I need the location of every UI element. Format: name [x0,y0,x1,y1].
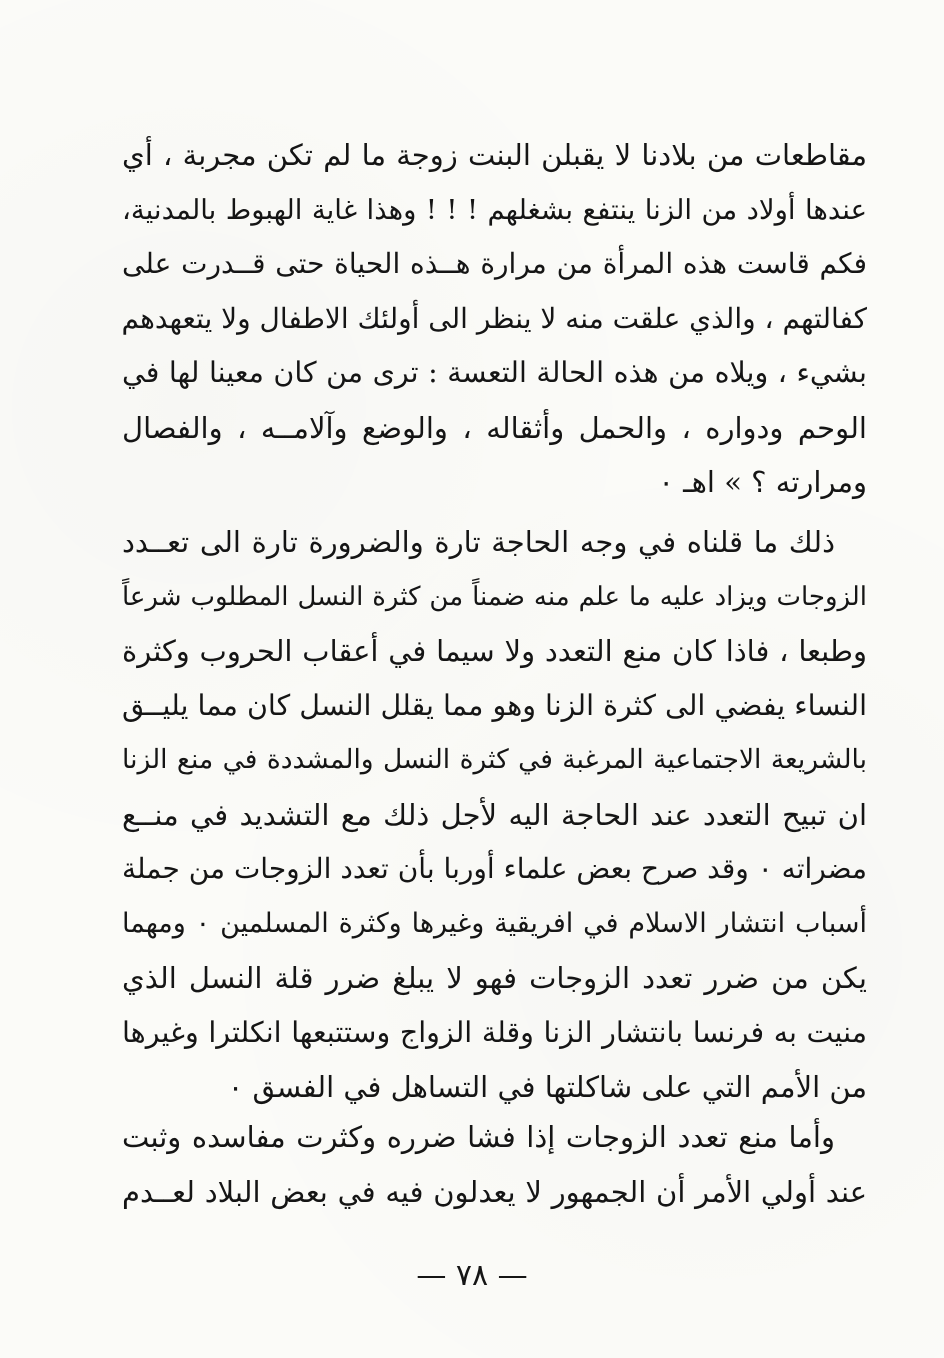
text-line: مضراته ٠ وقد صرح بعض علماء أوربا بأن تعدد الزوجات من جملة [122,852,867,885]
text-line: ان تبيح التعدد عند الحاجة اليه لأجل ذلك مع التشديد في منــع [122,797,867,832]
text-line: النساء يفضي الى كثرة الزنا وهو مما يقلل النسل كان مما يليــق [122,688,867,722]
paragraph-3 [122,1110,867,1219]
paragraph-2 [122,515,867,1115]
text-line: وطبعا ، فاذا كان منع التعدد ولا سيما في أعقاب الحروب وكثرة [122,634,867,668]
text-line: عندها أولاد من الزنا ينتفع بشغلهم ! ! ! وهذا غاية الهبوط بالمدنية، [122,193,867,226]
text-line: ذلك ما قلناه في وجه الحاجة تارة والضرورة تارة الى تعــدد [122,525,835,559]
text-line: عند أولي الأمر أن الجمهور لا يعدلون فيه في بعض البلاد لعــدم [122,1174,867,1209]
text-line: بالشريعة الاجتماعية المرغبة في كثرة النسل والمشددة في منع الزنا [122,744,867,775]
text-line: فكم قاست هذه المرأة من مرارة هــذه الحياة حتى قــدرت على [122,247,867,280]
text-line: كفالتهم ، والذي علقت منه لا ينظر الى أولئك الاطفال ولا يتعهدهم [122,301,867,335]
text-line: مقاطعات من بلادنا لا يقبلن البنت زوجة ما لم تكن مجربة ، أي [122,138,867,172]
text-line: من الأمم التي على شاكلتها في التساهل في الفسق ٠ [227,1070,867,1104]
text-line: أسباب انتشار الاسلام في افريقية وغيرها وكثرة المسلمين ٠ ومهما [122,907,867,939]
text-line: منيت به فرنسا بانتشار الزنا وقلة الزواج وستتبعها انكلترا وغيرها [122,1015,867,1049]
text-line: ومرارته ؟ » اهـ ٠ [658,465,867,499]
text-line: بشيء ، ويلاه من هذه الحالة التعسة : ترى من كان معينا لها في [122,356,867,389]
text-line: الوحم ودواره ، والحمل وأثقاله ، والوضع وآلامــه ، والفصال [122,410,867,445]
text-line: وأما منع تعدد الزوجات إذا فشا ضرره وكثرت مفاسده وثبت [122,1120,835,1154]
text-line: الزوجات ويزاد عليه ما علم منه ضمناً من كثرة النسل المطلوب شرعاً [122,581,867,612]
page-number: — ٧٨ — [416,1258,528,1293]
text-line: يكن من ضرر تعدد الزوجات فهو لا يبلغ ضرر قلة النسل الذي [122,961,867,995]
paragraph-1 [122,128,867,510]
